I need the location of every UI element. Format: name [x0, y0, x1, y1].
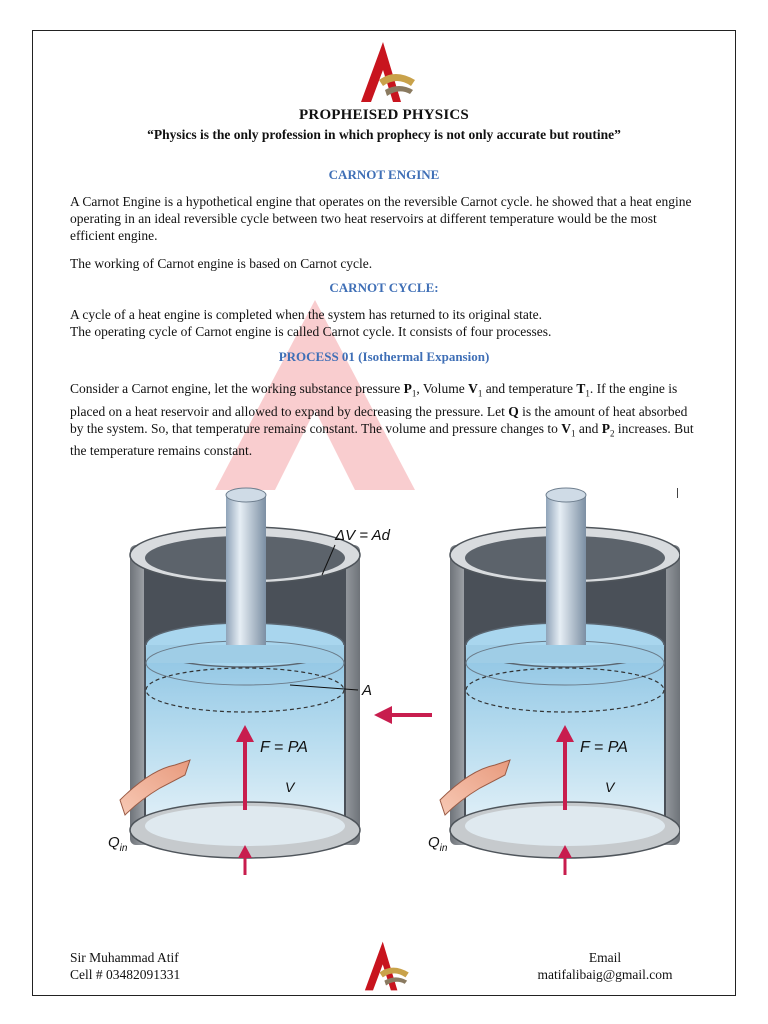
page-title: PROPHEISED PHYSICS [299, 107, 469, 123]
force-label-right: F = PA [580, 739, 628, 756]
footer-contact-right [520, 949, 690, 983]
heading-carnot-engine: CARNOT ENGINE [328, 167, 440, 182]
heading-carnot-cycle: CARNOT CYCLE: [329, 280, 439, 295]
author-name: Sir Muhammad Atif [70, 950, 179, 965]
heading-process-01: PROCESS 01 (Isothermal Expansion) [278, 349, 490, 364]
heat-label-right: $Q_{in}$ [428, 834, 448, 854]
cylinder-right [440, 488, 680, 875]
delta-v-label: ΔV = Ad [335, 527, 390, 544]
heat-label-left: $Q_{in}$ [108, 834, 128, 854]
paragraph-carnot-cycle [70, 306, 700, 340]
carnot-cycle-line-2: The operating cycle of Carnot engine is called Carnot cycle. It consists of four processes. [70, 324, 552, 339]
paragraph-carnot-cycle-basis [70, 255, 700, 272]
volume-label-left: V [285, 779, 295, 795]
footer-contact-left [70, 949, 180, 983]
page-quote: “Physics is the only profession in which prophecy is not only accurate but routine” [147, 127, 621, 142]
force-label-left: F = PA [260, 739, 308, 756]
process-01-text: Consider a Carnot engine, let the working substance pressure $P_1$, Volume $V_1$ and temperature $T_1$. If the engine is placed on a heat reservoir and allowed to expand by decreasing the pressure. Let Q is the amount of heat absorbed by the system. So, that temperature remains constant. The volume and pressure changes to $V_1$ and $P_2$ increases. But the temperature remains constant. [70, 381, 694, 459]
email-label: Email [588, 950, 622, 965]
piston-figure [100, 470, 680, 880]
paragraph-carnot-engine [70, 193, 700, 244]
volume-label-right: V [605, 779, 615, 795]
footer-logo-icon [358, 940, 414, 992]
author-cell: Cell # 03482091331 [70, 967, 181, 982]
area-label: A [362, 682, 373, 699]
carnot-cycle-basis-text: The working of Carnot engine is based on Carnot cycle. [70, 256, 373, 271]
compression-arrow [374, 706, 432, 724]
carnot-engine-text: A Carnot Engine is a hypothetical engine that operates on the reversible Carnot cycle. he showed that a heat engine operating in an ideal reversible cycle between two heat reservoirs at different temperature would be the most efficient engine. [70, 194, 692, 243]
email-address[interactable]: matifalibaig@gmail.com [537, 967, 673, 982]
logo-icon [355, 40, 419, 104]
cylinder-left [120, 488, 360, 875]
carnot-cycle-line-1: A cycle of a heat engine is completed when the system has returned to its original state. [70, 307, 542, 322]
paragraph-process-01 [70, 380, 700, 459]
